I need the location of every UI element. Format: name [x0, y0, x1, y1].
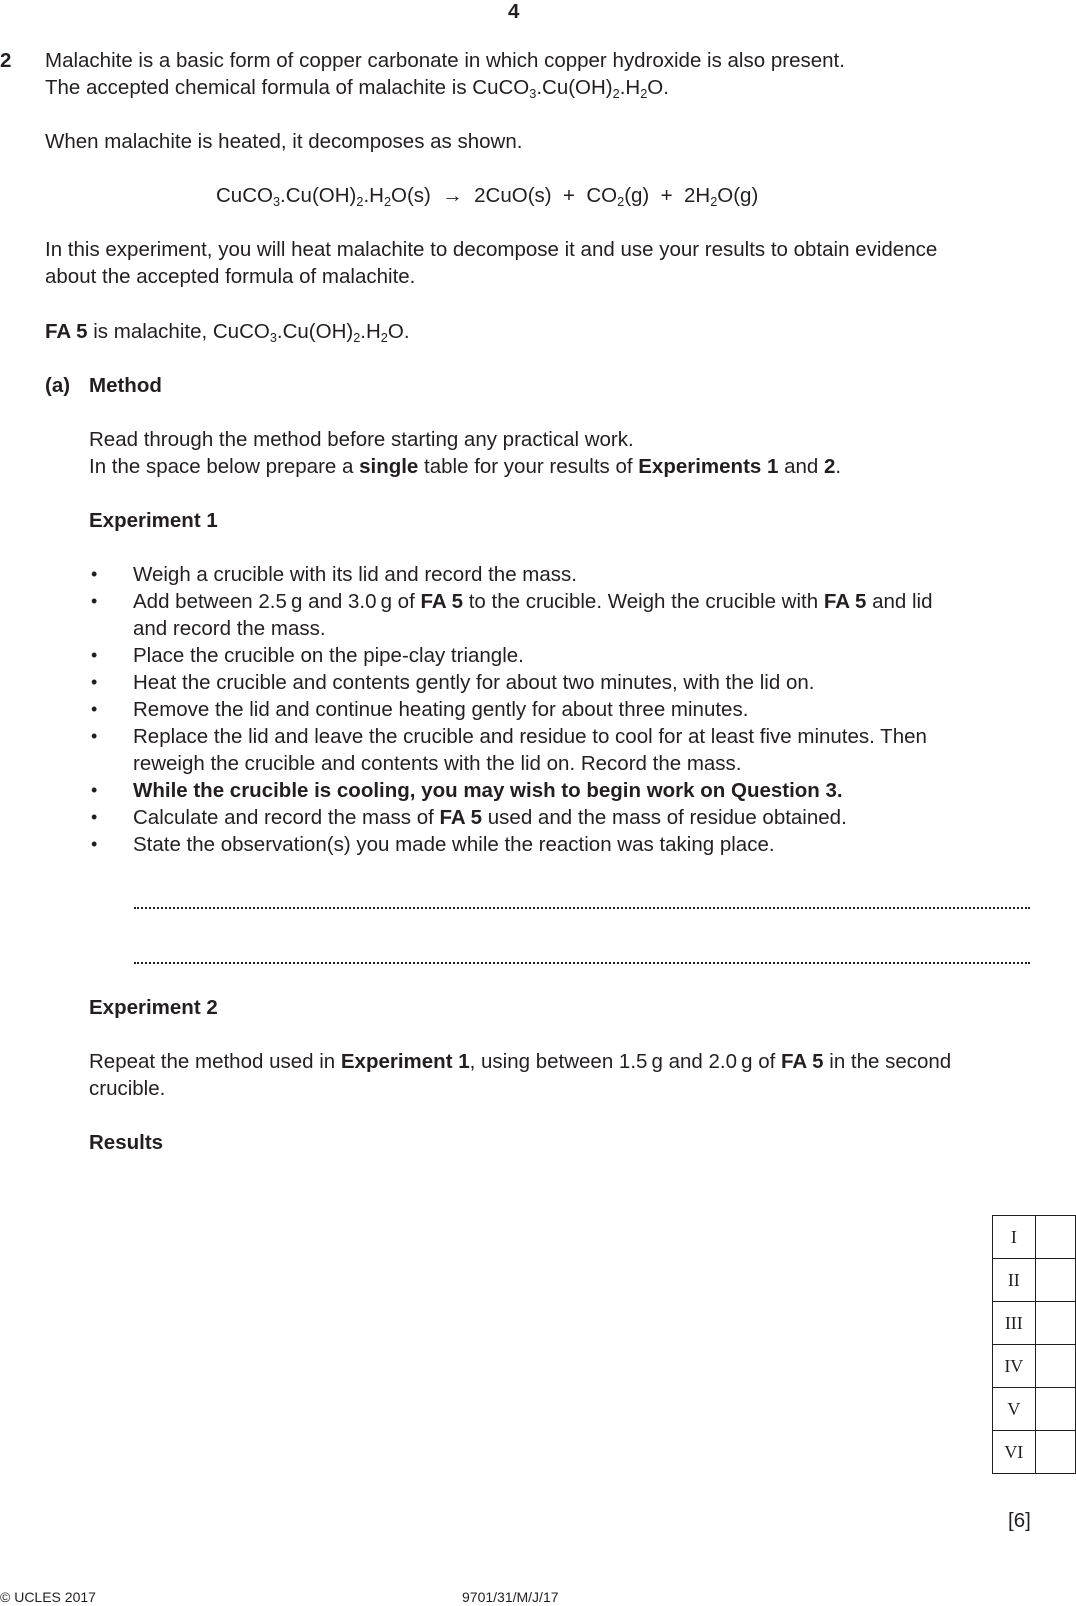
mark-label: II	[993, 1259, 1036, 1302]
page-number: 4	[508, 0, 520, 23]
mark-row	[993, 1259, 1076, 1302]
intro-line-2: The accepted chemical formula of malachite is $CuCO_3.Cu(OH)_2.H_2O$.	[45, 76, 669, 102]
intro-line-1: Malachite is a basic form of copper carbonate in which copper hydroxide is also present.	[45, 49, 845, 72]
mark-box[interactable]	[1035, 1259, 1075, 1302]
bullet-icon: •	[91, 807, 98, 827]
prepare-table-line: In the space below prepare a single table for your results of Experiments 1 and 2.	[89, 455, 842, 478]
step-weigh-crucible: Weigh a crucible with its lid and record the mass.	[133, 563, 577, 586]
examiner-mark-boxes	[992, 1215, 1076, 1474]
experiment-2-heading: Experiment 2	[89, 996, 218, 1019]
part-a-label: (a)	[45, 374, 71, 397]
mark-row	[993, 1388, 1076, 1431]
mark-box[interactable]	[1035, 1216, 1075, 1259]
step-remove-lid: Remove the lid and continue heating gently for about three minutes.	[133, 698, 749, 721]
footer-copyright: © UCLES 2017	[0, 1589, 96, 1605]
answer-line-2[interactable]	[134, 962, 1030, 964]
step-state-observations: State the observation(s) you made while the reaction was taking place.	[133, 833, 775, 856]
mark-box[interactable]	[1035, 1345, 1075, 1388]
question-number: 2	[0, 49, 12, 72]
bullet-icon: •	[91, 645, 98, 665]
mark-row	[993, 1302, 1076, 1345]
mark-row	[993, 1431, 1076, 1474]
mark-label: VI	[993, 1431, 1036, 1474]
footer-paper-code: 9701/31/M/J/17	[462, 1589, 559, 1605]
fa5-definition: FA 5 is malachite, $CuCO_3.Cu(OH)_2.H_2O$.	[45, 320, 410, 346]
step-calculate-mass: Calculate and record the mass of FA 5 used and the mass of residue obtained.	[133, 806, 847, 829]
mark-label: V	[993, 1388, 1036, 1431]
mark-row	[993, 1216, 1076, 1259]
bullet-icon: •	[91, 834, 98, 854]
step-add-fa5-continued: and record the mass.	[133, 617, 326, 640]
bullet-icon: •	[91, 726, 98, 746]
bullet-icon: •	[91, 672, 98, 692]
mark-row	[993, 1345, 1076, 1388]
mark-box[interactable]	[1035, 1431, 1075, 1474]
bullet-icon: •	[91, 699, 98, 719]
experiment-intro-line-2: about the accepted formula of malachite.	[45, 265, 416, 288]
mark-box[interactable]	[1035, 1388, 1075, 1431]
results-heading: Results	[89, 1131, 164, 1154]
step-place-crucible: Place the crucible on the pipe-clay triangle.	[133, 644, 524, 667]
step-add-fa5: Add between 2.5 g and 3.0 g of FA 5 to the crucible. Weigh the crucible with FA 5 and lid	[133, 590, 933, 613]
experiment-intro-line-1: In this experiment, you will heat malachite to decompose it and use your results to obtain evidence	[45, 238, 938, 261]
mark-box[interactable]	[1035, 1302, 1075, 1345]
bullet-icon: •	[91, 591, 98, 611]
step-replace-lid-continued: reweigh the crucible and contents with the lid on. Record the mass.	[133, 752, 742, 775]
experiment-1-heading: Experiment 1	[89, 509, 218, 532]
mark-label: I	[993, 1216, 1036, 1259]
experiment-2-text: Repeat the method used in Experiment 1, using between 1.5 g and 2.0 g of FA 5 in the second	[89, 1050, 952, 1073]
bullet-icon: •	[91, 564, 98, 584]
mark-label: IV	[993, 1345, 1036, 1388]
total-marks: [6]	[1008, 1509, 1031, 1532]
heated-text: When malachite is heated, it decomposes as shown.	[45, 130, 523, 153]
decomposition-equation: $CuCO_3.Cu(OH)_2.H_2O(s) \to 2CuO(s) + CO_2(g) + 2H_2O(g)$	[216, 184, 759, 210]
bullet-icon: •	[91, 780, 98, 800]
answer-line-1[interactable]	[134, 907, 1030, 909]
experiment-2-text-continued: crucible.	[89, 1077, 166, 1100]
step-heat-gently: Heat the crucible and contents gently for about two minutes, with the lid on.	[133, 671, 815, 694]
step-begin-question-3: While the crucible is cooling, you may wish to begin work on Question 3.	[133, 779, 843, 802]
read-method-line: Read through the method before starting any practical work.	[89, 428, 634, 451]
step-replace-lid: Replace the lid and leave the crucible and residue to cool for at least five minutes. Then	[133, 725, 927, 748]
mark-label: III	[993, 1302, 1036, 1345]
method-heading: Method	[89, 374, 162, 397]
